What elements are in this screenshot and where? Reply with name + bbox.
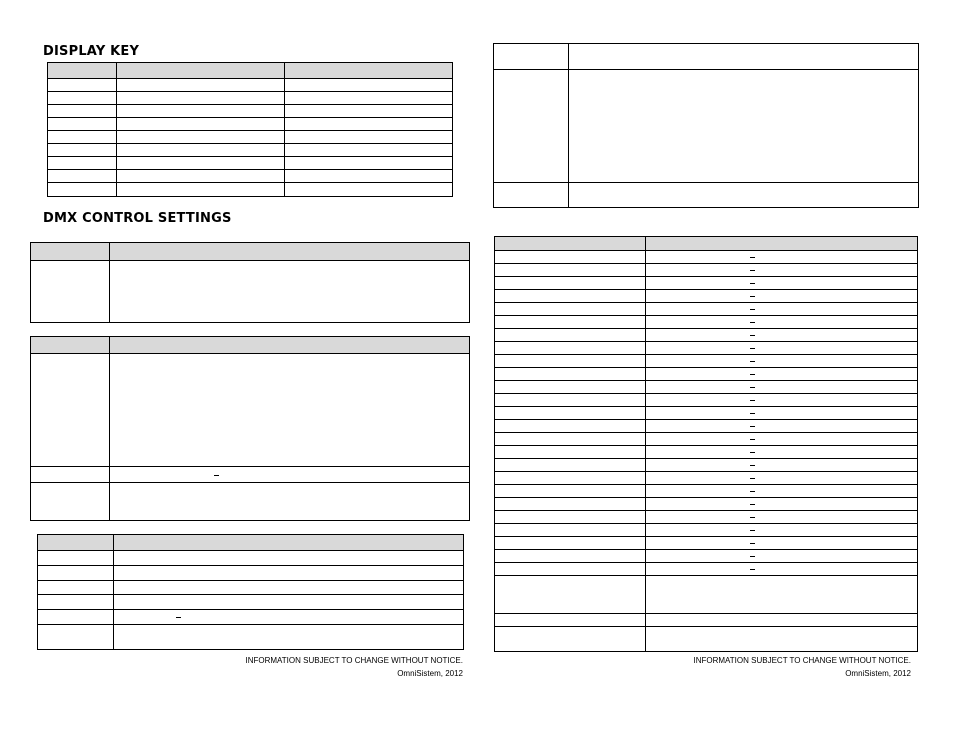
range-dash bbox=[750, 335, 755, 336]
range-dash bbox=[750, 270, 755, 271]
range-dash bbox=[750, 452, 755, 453]
dmx-control-settings-heading: DMX CONTROL SETTINGS bbox=[43, 211, 232, 226]
range-dash bbox=[750, 491, 755, 492]
display-key-table bbox=[47, 62, 453, 197]
range-dash bbox=[750, 309, 755, 310]
range-dash bbox=[750, 322, 755, 323]
right-footer bbox=[648, 654, 911, 680]
range-dash bbox=[750, 283, 755, 284]
range-dash bbox=[176, 617, 181, 618]
range-dash bbox=[750, 374, 755, 375]
dmx-settings-table-3 bbox=[37, 534, 464, 650]
range-dash bbox=[750, 296, 755, 297]
range-dash bbox=[750, 413, 755, 414]
range-dash bbox=[750, 530, 755, 531]
range-dash bbox=[750, 257, 755, 258]
range-dash bbox=[214, 475, 219, 476]
range-dash bbox=[750, 569, 755, 570]
footer-copyright: OmniSistem, 2012 bbox=[397, 669, 463, 678]
range-dash bbox=[750, 439, 755, 440]
range-dash bbox=[750, 465, 755, 466]
left-footer bbox=[200, 654, 463, 680]
range-dash bbox=[750, 543, 755, 544]
range-dash bbox=[750, 387, 755, 388]
footer-notice: INFORMATION SUBJECT TO CHANGE WITHOUT NOTICE. bbox=[693, 656, 911, 665]
right-settings-table bbox=[493, 43, 919, 208]
range-dash bbox=[750, 348, 755, 349]
range-dash bbox=[750, 426, 755, 427]
range-dash bbox=[750, 361, 755, 362]
range-dash bbox=[750, 504, 755, 505]
channel-value-table bbox=[494, 236, 918, 652]
footer-notice: INFORMATION SUBJECT TO CHANGE WITHOUT NOTICE. bbox=[245, 656, 463, 665]
dmx-settings-table-1 bbox=[30, 242, 470, 323]
display-key-heading: DISPLAY KEY bbox=[43, 44, 140, 59]
range-dash bbox=[750, 556, 755, 557]
range-dash bbox=[750, 478, 755, 479]
footer-copyright: OmniSistem, 2012 bbox=[845, 669, 911, 678]
range-dash bbox=[750, 400, 755, 401]
range-dash bbox=[750, 517, 755, 518]
dmx-settings-table-2 bbox=[30, 336, 470, 521]
